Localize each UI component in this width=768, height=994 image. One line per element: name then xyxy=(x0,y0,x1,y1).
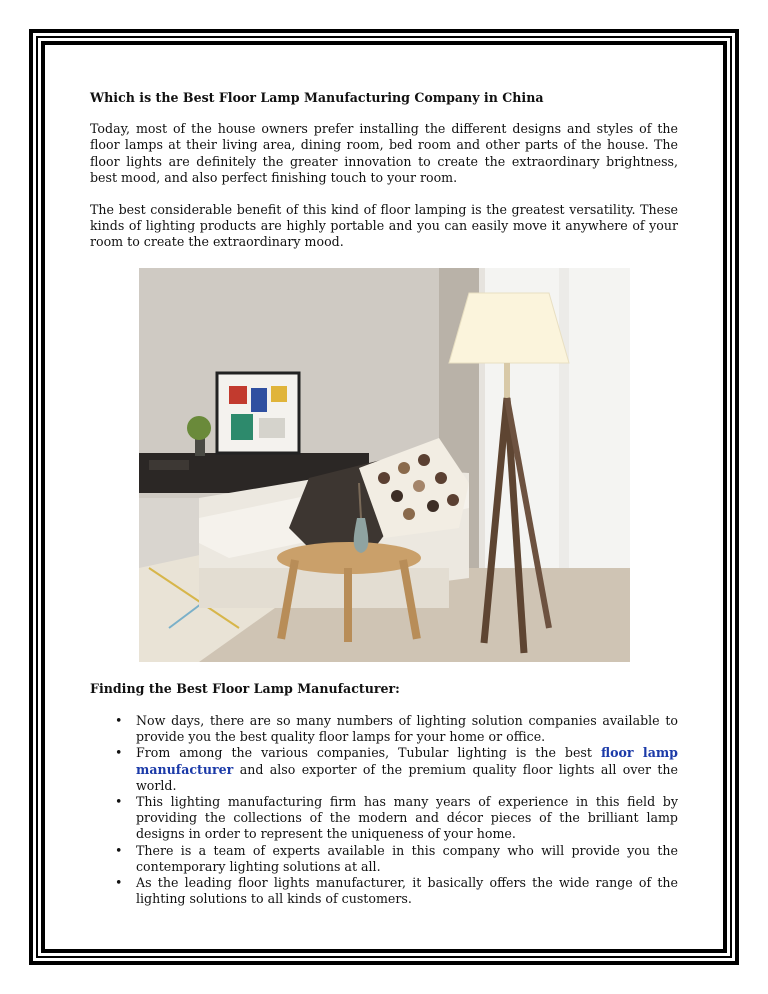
list-item-text: As the leading floor lights manufacturer, it basically offers the wide range of the lighting solutions to all kinds of customers. xyxy=(136,875,678,907)
document-title: Which is the Best Floor Lamp Manufacturing Company in China xyxy=(90,90,544,105)
intro-paragraph: Today, most of the house owners prefer installing the different designs and styles of the floor lamps at their living area, dining room, bed room and other parts of the house. The floor lights are definitely the greater innovation to create the extraordinary brightness, best mood, and also perfect finishing touch to your room. xyxy=(90,121,678,185)
bullet-icon: • xyxy=(115,875,123,891)
bullet-icon: • xyxy=(115,745,123,761)
list-item xyxy=(90,875,678,907)
document-body xyxy=(90,90,678,267)
list-item-text: This lighting manufacturing firm has many years of experience in this field by providing the collections of the modern and décor pieces of the brilliant lamp designs in order to represent the uniqueness of your home. xyxy=(136,794,678,842)
list-item-text: There is a team of experts available in this company who will provide you the contemporary lighting solutions at all. xyxy=(136,842,678,874)
benefit-paragraph: The best considerable benefit of this kind of floor lamping is the greatest versatility. These kinds of lighting products are highly portable and you can easily move it anywhere of your room to create the extraordinary mood. xyxy=(90,202,678,250)
bullet-list xyxy=(90,713,678,907)
list-item xyxy=(90,713,678,745)
list-item xyxy=(90,843,678,875)
list-item-text: and also exporter of the premium quality floor lights all over the world. xyxy=(136,761,678,793)
floor-lamp-manufacturer-link[interactable]: floor lamp manufacturer xyxy=(136,745,678,777)
list-item-text: Now days, there are so many numbers of lighting solution companies available to provide you the best quality floor lamps for your home or office. xyxy=(136,713,678,745)
bullet-icon: • xyxy=(115,713,123,728)
bullet-icon: • xyxy=(115,794,123,810)
list-item xyxy=(90,745,678,794)
section-heading: Finding the Best Floor Lamp Manufacturer: xyxy=(90,681,400,696)
living-room-photo xyxy=(139,268,630,662)
list-item-text: From among the various companies, Tubular lighting is the best xyxy=(136,745,601,761)
bullet-icon: • xyxy=(115,842,123,858)
list-item xyxy=(90,794,678,843)
